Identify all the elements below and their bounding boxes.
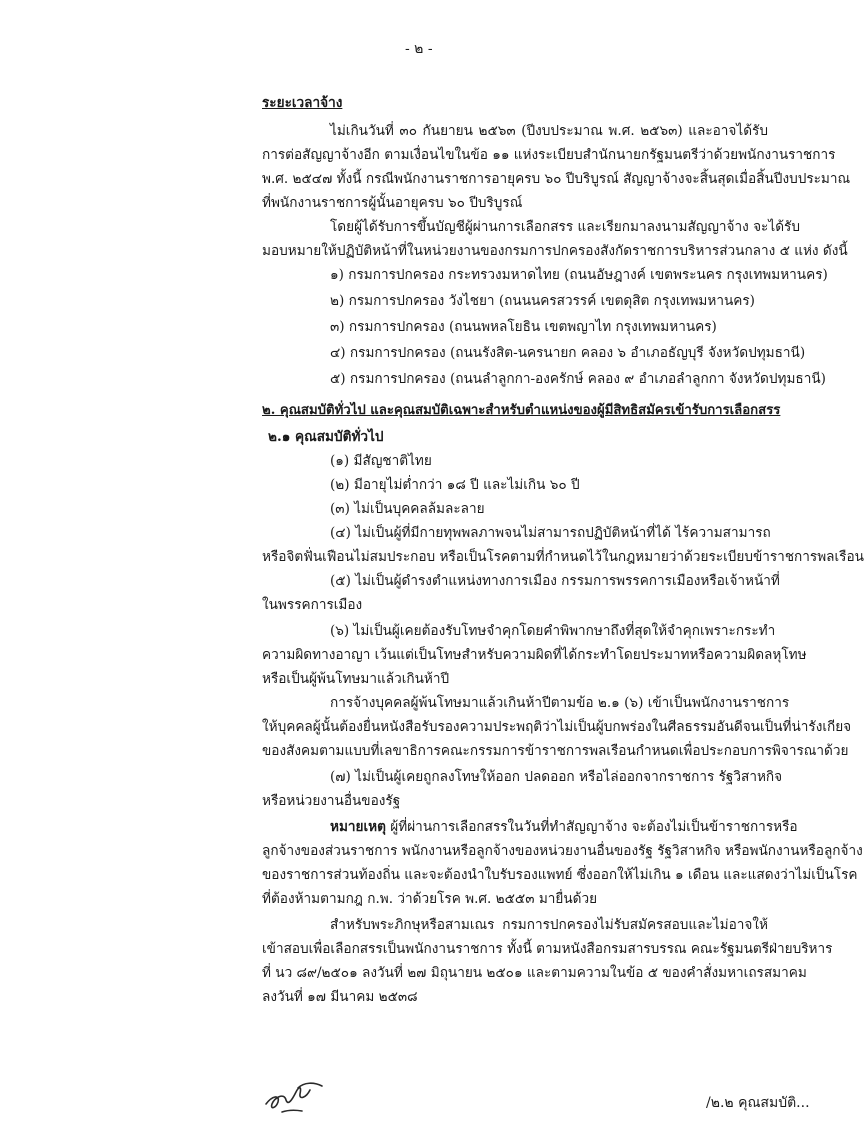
qualification-item-4-line-2: หรือจิตฟั่นเฟือนไม่สมประกอบ หรือเป็นโรคตามที่กำหนดไว้ในกฎหมายว่าด้วยระเบียบข้าราชการพลเรือน [262,549,864,565]
period-line-2: การต่อสัญญาจ้างอีก ตามเงื่อนไขในข้อ ๑๑ แห่งระเบียบสำนักนายกรัฐมนตรีว่าด้วยพนักงานราชการ [262,147,836,163]
period-line-4: ที่พนักงานราชการผู้นั้นอายุครบ ๖๐ ปีบริบูรณ์ [262,195,523,211]
handwritten-signature [262,1070,332,1116]
qualification-item: (๑) มีสัญชาติไทย [330,453,432,469]
section-2-heading: ๒. คุณสมบัติทั่วไป และคุณสมบัติเฉพาะสำหรับตำแหน่งของผู้มีสิทธิสมัครเข้ารับการเลือกสรร [262,403,781,418]
remark-label: หมายเหตุ [330,819,386,835]
qualification-item-6-line-1: (๖) ไม่เป็นผู้เคยต้องรับโทษจำคุกโดยคำพิพากษาถึงที่สุดให้จำคุกเพราะกระทำ [330,623,776,639]
remark-line-1 [330,818,798,836]
item-6-note-line-3: ของสังคมตามแบบที่เลขาธิการคณะกรรมการข้าราชการพลเรือนกำหนดเพื่อประกอบการพิจารณาด้วย [262,743,849,759]
remark-line-3: ของราชการส่วนท้องถิ่น และจะต้องนำใบรับรองแพทย์ ซึ่งออกให้ไม่เกิน ๑ เดือน และแสดงว่าไม่เป็นโรค [262,867,858,883]
monks-line-3: ที่ นว ๘๙/๒๕๐๑ ลงวันที่ ๒๗ มิถุนายน ๒๕๐๑ และตามความในข้อ ๕ ของคำสั่งมหาเถรสมาคม [262,965,807,981]
qualification-item-6-line-2: ความผิดทางอาญา เว้นแต่เป็นโทษสำหรับความผิดที่ได้กระทำโดยประมาทหรือความผิดลหุโทษ [262,647,807,663]
qualification-item-6-line-3: หรือเป็นผู้พ้นโทษมาแล้วเกินห้าปี [262,671,450,687]
continuation-marker: /๒.๒ คุณสมบัติ... [706,1095,810,1111]
monks-line-1: สำหรับพระภิกษุหรือสามเณร กรมการปกครองไม่รับสมัครสอบและไม่อาจให้ [330,917,768,933]
qualification-item: (๓) ไม่เป็นบุคคลล้มละลาย [330,501,485,517]
qualification-item-7-line-2: หรือหน่วยงานอื่นของรัฐ [262,793,401,809]
monks-line-2: เข้าสอบเพื่อเลือกสรรเป็นพนักงานราชการ ทั้งนี้ ตามหนังสือกรมสารบรรณ คณะรัฐมนตรีฝ่ายบริหาร [262,941,833,957]
location-item: ๓) กรมการปกครอง (ถนนพหลโยธิน เขตพญาไท กรุงเทพมหานคร) [330,319,717,335]
qualification-item-4-line-1: (๔) ไม่เป็นผู้ที่มีกายทุพพลภาพจนไม่สามารถปฏิบัติหน้าที่ได้ ไร้ความสามารถ [330,525,771,541]
employment-period-heading: ระยะเวลาจ้าง [262,95,343,111]
qualification-item-5-line-2: ในพรรคการเมือง [262,597,363,613]
qualification-item-5-line-1: (๕) ไม่เป็นผู้ดำรงตำแหน่งทางการเมือง กรรมการพรรคการเมืองหรือเจ้าหน้าที่ [330,573,780,589]
item-6-note-line-2: ให้บุคคลผู้นั้นต้องยื่นหนังสือรับรองความประพฤติว่าไม่เป็นผู้บกพร่องในศีลธรรมอันดีจนเป็นที่น่ารังเกียจ [262,719,852,735]
location-item: ๒) กรมการปกครอง วังไชยา (ถนนนครสวรรค์ เขตดุสิต กรุงเทพมหานคร) [330,293,755,309]
item-6-note-line-1: การจ้างบุคคลผู้พ้นโทษมาแล้วเกินห้าปีตามข้อ ๒.๑ (๖) เข้าเป็นพนักงานราชการ [330,695,790,711]
assignment-line-2: มอบหมายให้ปฏิบัติหน้าที่ในหน่วยงานของกรมการปกครองสังกัดราชการบริหารส่วนกลาง ๕ แห่ง ดังนี้ [262,243,848,259]
location-item: ๕) กรมการปกครอง (ถนนลำลูกกา-องครักษ์ คลอง ๙ อำเภอลำลูกกา จังหวัดปทุมธานี) [330,371,826,387]
period-line-1: ไม่เกินวันที่ ๓๐ กันยายน ๒๕๖๓ (ปีงบประมาณ พ.ศ. ๒๕๖๓) และอาจได้รับ [330,123,768,139]
section-2-1-heading: ๒.๑ คุณสมบัติทั่วไป [268,429,384,445]
page-number: - ๒ - [405,41,433,57]
location-item: ๑) กรมการปกครอง กระทรวงมหาดไทย (ถนนอัษฎางค์ เขตพระนคร กรุงเทพมหานคร) [330,267,828,283]
location-item: ๔) กรมการปกครอง (ถนนรังสิต-นครนายก คลอง ๖ อำเภอธัญบุรี จังหวัดปทุมธานี) [330,345,806,361]
remark-text: ผู้ที่ผ่านการเลือกสรรในวันที่ทำสัญญาจ้าง จะต้องไม่เป็นข้าราชการหรือ [385,819,798,835]
remark-line-4: ที่ต้องห้ามตามกฎ ก.พ. ว่าด้วยโรค พ.ศ. ๒๕๕๓ มายื่นด้วย [262,891,598,907]
qualification-item: (๒) มีอายุไม่ต่ำกว่า ๑๘ ปี และไม่เกิน ๖๐ ปี [330,477,580,493]
qualification-item-7-line-1: (๗) ไม่เป็นผู้เคยถูกลงโทษให้ออก ปลดออก หรือไล่ออกจากราชการ รัฐวิสาหกิจ [330,769,783,785]
monks-line-4: ลงวันที่ ๑๗ มีนาคม ๒๕๓๘ [262,989,418,1005]
period-line-3: พ.ศ. ๒๕๔๗ ทั้งนี้ กรณีพนักงานราชการอายุครบ ๖๐ ปีบริบูรณ์ สัญญาจ้างจะสิ้นสุดเมื่อสิ้นปีงบประมาณ [262,171,851,187]
assignment-line-1: โดยผู้ได้รับการขึ้นบัญชีผู้ผ่านการเลือกสรร และเรียกมาลงนามสัญญาจ้าง จะได้รับ [330,219,800,235]
remark-line-2: ลูกจ้างของส่วนราชการ พนักงานหรือลูกจ้างของหน่วยงานอื่นของรัฐ รัฐวิสาหกิจ หรือพนักงานหรือลูกจ้าง [262,843,863,859]
